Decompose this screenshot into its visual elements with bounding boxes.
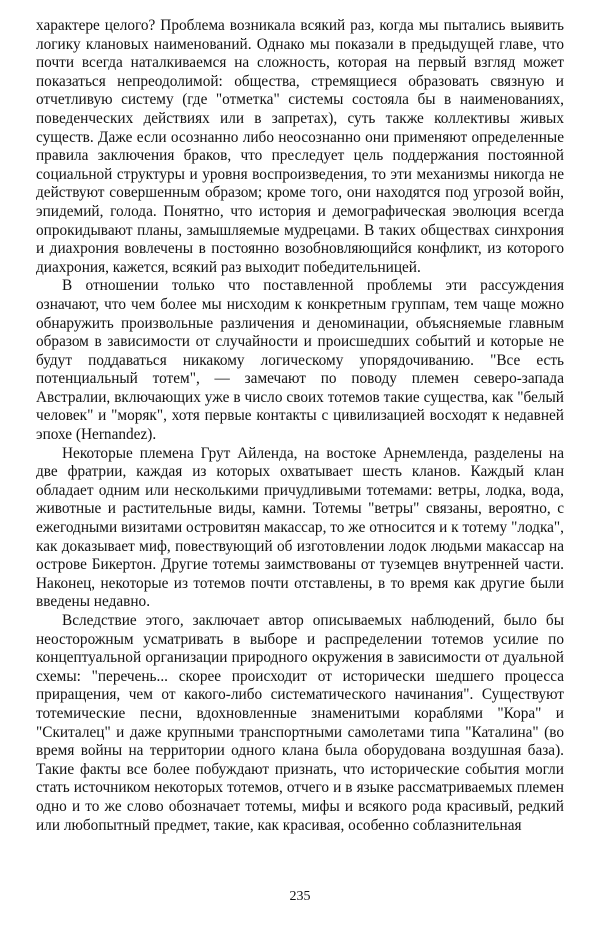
page-number: 235 xyxy=(289,889,311,904)
paragraph-4: Вследствие этого, заключает автор описываемых наблюдений, было бы неосторожным усматривать в выборе и распределении тотемов усилие по концептуальной организации природного окружения в зависимости от дуальной схемы: "перечень... скорее происходит от исторически шедшего процесса приращения, чем от какого-либо систематического начинания". Существуют тотемические песни, вдохновленные знаменитыми кораблями "Кора" и "Скиталец" и даже крупными транспортными самолетами типа "Каталина" (во время войны на территории одного клана была оборудована воздушная база). Такие факты все более побуждают признать, что исторические события могли стать источником некоторых тотемов, отчего и в языке рассматриваемых племен одно и то же слово обозначает тотемы, мифы и всякого рода красивый, редкий или любопытный предмет, такие, как красивая, особенно соблазнительная xyxy=(36,612,564,834)
paragraph-3: Некоторые племена Грут Айленда, на востоке Арнемленда, разделены на две фратрии, каждая из которых охватывает шесть кланов. Каждый клан обладает одним или несколькими причудливыми тотемами: ветры, лодка, вода, животные и растительные виды, камни. Тотемы "ветры" связаны, вероятно, с ежегодными визитами островитян макассар, то же относится и к тотему "лодка", как доказывает миф, повествующий об изготовлении лодок людьми макассар на острове Бикертон. Другие тотемы заимствованы от туземцев внутренней части. Наконец, некоторые из тотемов почти отставлены, в то время как другие были введены недавно. xyxy=(36,444,564,611)
paragraph-1: характере целого? Проблема возникала всякий раз, когда мы пытались выявить логику клановых наименований. Однако мы показали в предыдущей главе, что почти всегда наталкиваемся на сложность, которая на первый взгляд может показаться непреодолимой: общества, стремящиеся образовать связную и отчетливую систему (где "отметка" системы состояла бы в наименованиях, поведенческих действиях или в запретах), суть также коллективы живых существ. Даже если осознанно либо неосознанно они применяют определенные правила заключения браков, что преследует цель поддержания постоянной социальной структуры и уровня воспроизведения, то эти механизмы никогда не действуют совершенным образом; кроме того, они находятся под угрозой войн, эпидемий, голода. Понятно, что история и демографическая эволюция всегда опрокидывают планы, замышляемые мудрецами. В таких обществах синхрония и диахрония вовлечены в постоянно возобновляющийся конфликт, из которого диахрония, кажется, всякий раз выходит победительницей. xyxy=(36,17,564,276)
page-text-block xyxy=(36,17,564,867)
paragraph-2: В отношении только что поставленной проблемы эти рассуждения означают, что чем более мы нисходим к конкретным группам, тем чаще можно обнаружить произвольные различения и деноминации, объясняемые главным образом в зависимости от случайности и происшедших событий и которые не будут поддаваться никакому логическому упорядочиванию. "Все есть потенциальный тотем", — замечают по поводу племен северо-запада Австралии, включающих уже в число своих тотемов такие существа, как "белый человек" и "моряк", хотя первые контакты с цивилизацией восходят к недавней эпохе (Hernandez). xyxy=(36,277,564,444)
